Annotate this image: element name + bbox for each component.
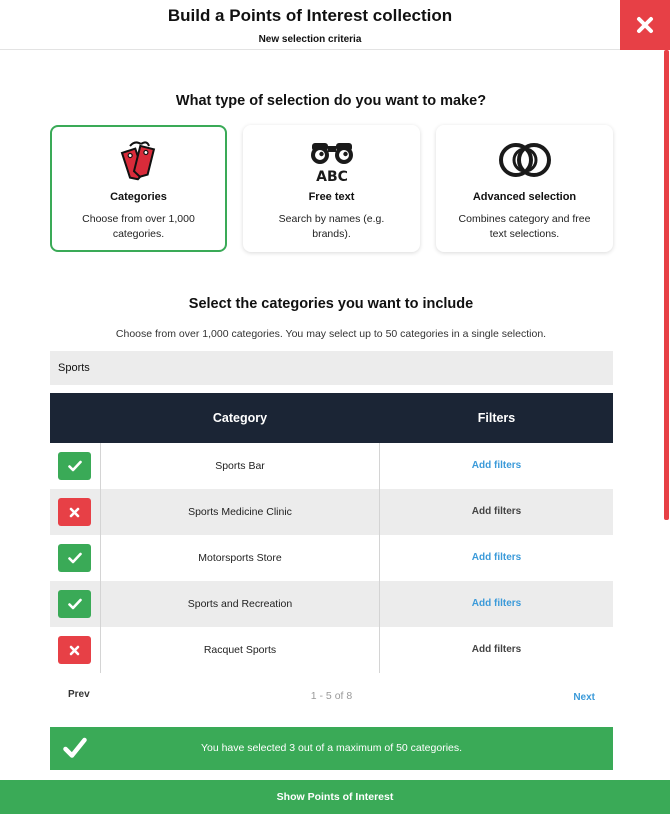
category-name: Sports Medicine Clinic	[188, 506, 292, 518]
option-card-advanced[interactable]	[436, 125, 613, 252]
category-name: Sports Bar	[215, 460, 265, 472]
categories-description: Choose from over 1,000 categories. You may select up to 50 categories in a single selection.	[115, 328, 547, 340]
scrollbar-thumb[interactable]	[664, 50, 669, 520]
add-filters-link[interactable]: Add filters	[471, 460, 522, 471]
selection-type-heading: What type of selection do you want to make?	[175, 93, 487, 109]
option-description: Choose from over 1,000 categories.	[82, 213, 195, 240]
check-icon	[68, 552, 82, 564]
cross-icon	[69, 645, 80, 656]
close-icon	[636, 16, 654, 34]
modal-header	[0, 0, 620, 50]
add-filters-link[interactable]: Add filters	[471, 552, 522, 563]
table-row	[50, 535, 613, 581]
pagination	[50, 682, 613, 710]
selection-status-text: You have selected 3 out of a maximum of 50 categories.	[200, 742, 463, 754]
table-header	[50, 393, 613, 443]
binoculars-abc-icon	[243, 137, 420, 183]
option-description: Combines category and free text selections.	[458, 213, 591, 240]
table-row	[50, 581, 613, 627]
option-description: Search by names (e.g. brands).	[278, 213, 385, 240]
add-filters-link: Add filters	[471, 644, 522, 655]
column-header-category: Category	[212, 411, 268, 425]
categories-heading: Select the categories you want to include	[188, 296, 474, 312]
page-info: 1 - 5 of 8	[310, 690, 353, 702]
include-toggle[interactable]	[58, 636, 91, 664]
check-icon	[68, 598, 82, 610]
next-page-button[interactable]: Next	[573, 692, 595, 703]
cross-icon	[69, 507, 80, 518]
show-points-of-interest-button[interactable]: Show Points of Interest	[0, 780, 670, 814]
option-title: Free text	[308, 191, 355, 203]
include-toggle[interactable]	[58, 498, 91, 526]
table-row	[50, 443, 613, 489]
option-title: Advanced selection	[472, 191, 577, 203]
include-toggle[interactable]	[58, 452, 91, 480]
table-row	[50, 627, 613, 673]
check-icon	[68, 460, 82, 472]
category-name: Sports and Recreation	[187, 598, 293, 610]
table-row	[50, 489, 613, 535]
close-button[interactable]	[620, 0, 670, 50]
modal-title: Build a Points of Interest collection	[167, 6, 453, 25]
modal-subtitle: New selection criteria	[258, 34, 362, 45]
category-name: Racquet Sports	[203, 644, 277, 656]
tags-icon	[52, 137, 225, 183]
category-name: Motorsports Store	[198, 552, 282, 564]
svg-text:ABC: ABC	[315, 169, 348, 183]
add-filters-link: Add filters	[471, 506, 522, 517]
option-card-free-text[interactable]	[243, 125, 420, 252]
category-search-input[interactable]	[50, 351, 613, 385]
include-toggle[interactable]	[58, 590, 91, 618]
overlapping-circles-icon	[436, 137, 613, 183]
option-title: Categories	[110, 191, 167, 203]
category-table-body	[50, 443, 613, 673]
prev-page-button[interactable]: Prev	[68, 689, 90, 700]
selection-status-banner	[50, 727, 613, 770]
include-toggle[interactable]	[58, 544, 91, 572]
add-filters-link[interactable]: Add filters	[471, 598, 522, 609]
option-card-categories[interactable]	[50, 125, 227, 252]
column-header-filters: Filters	[477, 411, 516, 425]
